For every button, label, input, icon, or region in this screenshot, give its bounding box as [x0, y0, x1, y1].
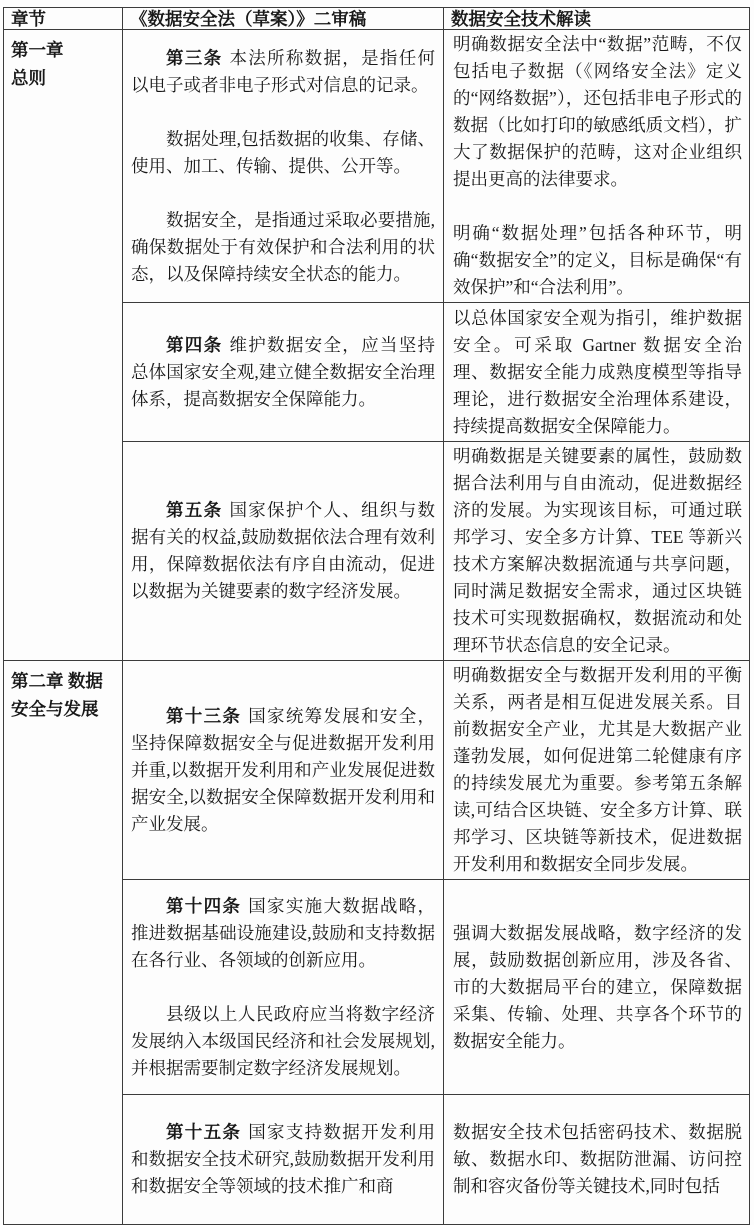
law-paragraph: 第四条 维护数据安全，应当坚持总体国家安全观,建立健全数据安全治理体系，提高数据安全保障能力。: [131, 334, 436, 409]
column-header-interpretation: 数据安全技术解读: [444, 8, 750, 30]
interpretation-cell: [444, 880, 750, 1095]
law-paragraph: 第十五条 国家支持数据开发利用和数据安全技术研究,鼓励数据开发利用和数据安全等领域的技术推广和商: [131, 1122, 436, 1196]
column-header-law-draft: 《数据安全法（草案）》二审稿: [123, 8, 444, 30]
interpretation-paragraph: 明确数据安全与数据开发利用的平衡关系，两者是相互促进发展关系。目前数据安全产业，尤其是大数据产业蓬勃发展，如何促进第二轮健康有序的持续发展尤为重要。参考第五条解读,可结合区块链、安全多方计算、联邦学习、区块链等新技术，促进数据开发利用和数据安全同步发展。: [453, 665, 742, 874]
interpretation-cell: [444, 30, 750, 303]
interpretation-paragraph: 明确数据安全法中“数据”范畴，不仅包括电子数据（《网络安全法》定义的“网络数据”），还包括非电子形式的数据（比如打印的敏感纸质文档），扩大了数据保护的范畴，这对企业组织提出更高的法律要求。: [453, 34, 742, 189]
interpretation-cell: [444, 1095, 750, 1225]
law-paragraph: 县级以上人民政府应当将数字经济发展纳入本级国民经济和社会发展规划,并根据需要制定数字经济发展规划。: [131, 1003, 435, 1078]
table-row: [4, 661, 750, 880]
law-text-cell: [123, 661, 444, 880]
chapter-cell: 第一章 总则: [4, 30, 123, 661]
interpretation-paragraph: 明确“数据处理”包括各种环节，明确“数据安全”的定义，目标是确保“有效保护”和“合法利用”。: [453, 223, 742, 297]
interpretation-cell: [444, 303, 750, 442]
interpretation-paragraph: 强调大数据发展战略，数字经济的发展，鼓励数据创新应用，涉及各省、市的大数据局平台的建立，保障数据采集、传输、处理、共享各个环节的数据安全能力。: [453, 922, 742, 1051]
interpretation-paragraph: 数据安全技术包括密码技术、数据脱敏、数据水印、数据防泄漏、访问控制和容灾备份等关键技术,同时包括: [453, 1122, 742, 1196]
interpretation-paragraph: 以总体国家安全观为指引，维护数据安全。可采取 Gartner 数据安全治理、数据安全能力成熟度模型等指导理论，进行数据安全治理体系建设，持续提高数据安全保障能力。: [453, 307, 742, 436]
table-row: [4, 30, 750, 303]
law-text-cell: [123, 30, 444, 303]
law-text-cell: [123, 303, 444, 442]
law-paragraph: 第十四条 国家实施大数据战略，推进数据基础设施建设,鼓励和支持数据在各行业、各领域的创新应用。: [131, 895, 436, 970]
article-number: 第五条: [166, 500, 223, 520]
law-paragraph: 第五条 国家保护个人、组织与数据有关的权益,鼓励数据依法合理有效利用，保障数据依法有序自由流动，促进以数据为关键要素的数字经济发展。: [131, 500, 436, 601]
law-paragraph: 第三条 本法所称数据，是指任何以电子或者非电子形式对信息的记录。: [131, 47, 436, 95]
document-page: [3, 7, 750, 1225]
article-number: 第四条: [166, 334, 223, 355]
column-header-chapter: 章节: [4, 8, 123, 30]
chapter-cell: 第二章 数据 安全与发展: [4, 661, 123, 1225]
law-interpretation-table: [3, 7, 750, 1225]
interpretation-cell: [444, 442, 750, 661]
article-number: 第十三条: [166, 705, 242, 726]
law-text-cell: [123, 880, 444, 1095]
article-number: 第三条: [166, 47, 223, 68]
law-paragraph: 第十三条 国家统筹发展和安全，坚持保障数据安全与促进数据开发利用并重,以数据开发利用和产业发展促进数据安全,以数据安全保障数据开发利用和产业发展。: [131, 705, 436, 834]
law-paragraph: 数据安全，是指通过采取必要措施,确保数据处于有效保护和合法利用的状态，以及保障持续安全状态的能力。: [131, 209, 435, 284]
article-number: 第十五条: [166, 1122, 242, 1142]
law-text-cell: [123, 1095, 444, 1225]
law-text-cell: [123, 442, 444, 661]
interpretation-paragraph: 明确数据是关键要素的属性，鼓励数据合法利用与自由流动，促进数据经济的发展。为实现该目标，可通过联邦学习、安全多方计算、TEE 等新兴技术方案解决数据流通与共享问题，同时满足数据安全需求，通过区块链技术可实现数据确权，数据流动和处理环节状态信息的安全记录。: [453, 446, 742, 655]
article-number: 第十四条: [166, 895, 242, 916]
interpretation-cell: [444, 661, 750, 880]
table-header-row: [4, 8, 750, 30]
law-paragraph: 数据处理,包括数据的收集、存储、使用、加工、传输、提供、公开等。: [131, 128, 435, 176]
